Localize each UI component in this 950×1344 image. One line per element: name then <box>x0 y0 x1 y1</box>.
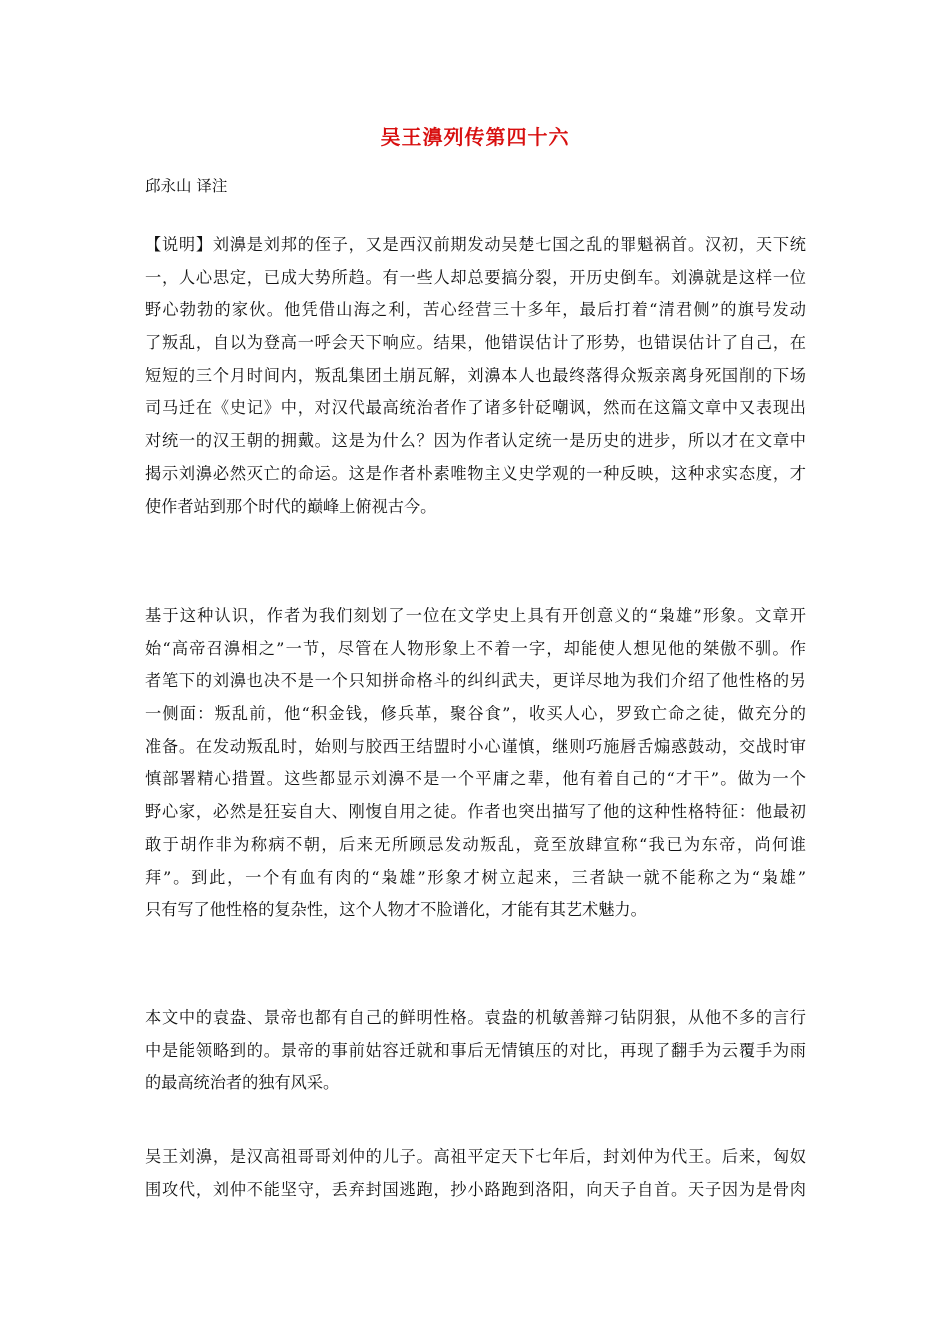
text-line: 基于这种认识，作者为我们刻划了一位在文学史上具有开创意义的“枭雄”形象。文章开 <box>145 606 806 625</box>
text-line: 【说明】刘濞是刘邦的侄子，又是西汉前期发动吴楚七国之乱的罪魁祸首。汉初，天下统 <box>145 235 806 254</box>
document-title: 吴王濞列传第四十六 <box>380 125 570 149</box>
text-line: 短短的三个月时间内，叛乱集团土崩瓦解，刘濞本人也最终落得众叛亲离身死国削的下场 <box>145 365 806 385</box>
paragraph-explanation <box>145 229 806 523</box>
text-line: 敢于胡作非为称病不朝，后来无所顾忌发动叛乱，竟至放肆宣称“我已为东帝，尚何谁 <box>145 834 806 854</box>
text-line: 慎部署精心措置。这些都显示刘濞不是一个平庸之辈，他有着自己的“才干”。做为一个 <box>145 769 806 789</box>
text-line: 一，人心思定，已成大势所趋。有一些人却总要搞分裂，开历史倒车。刘濞就是这样一位 <box>145 267 806 287</box>
paragraph-other-characters <box>145 1002 806 1100</box>
text-line: 围攻代，刘仲不能坚守，丢弃封国逃跑，抄小路跑到洛阳，向天子自首。天子因为是骨肉 <box>145 1179 806 1199</box>
text-line: 中是能领略到的。景帝的事前姑容迁就和事后无情镇压的对比，再现了翻手为云覆手为雨 <box>145 1040 806 1060</box>
text-line: 始“高帝召濞相之”一节，尽管在人物形象上不着一字，却能使人想见他的桀傲不驯。作 <box>145 638 806 658</box>
text-line: 了叛乱，自以为登高一呼会天下响应。结果，他错误估计了形势，也错误估计了自己，在 <box>145 333 806 353</box>
text-line: 吴王刘濞，是汉高祖哥哥刘仲的儿子。高祖平定天下七年后，封刘仲为代王。后来，匈奴 <box>145 1147 806 1166</box>
text-line: 揭示刘濞必然灭亡的命运。这是作者朴素唯物主义史学观的一种反映，这种求实态度，才 <box>145 463 806 483</box>
text-line: 的最高统治者的独有风采。 <box>145 1073 340 1093</box>
paragraph-character-analysis <box>145 600 806 927</box>
text-line: 使作者站到那个时代的巅峰上俯视古今。 <box>145 496 437 516</box>
text-line: 本文中的袁盎、景帝也都有自己的鲜明性格。袁盎的机敏善辩刁钻阴狠，从他不多的言行 <box>145 1008 806 1027</box>
text-line: 一侧面：叛乱前，他“积金钱，修兵革，聚谷食”，收买人心，罗致亡命之徒，做充分的 <box>145 704 806 724</box>
text-line: 野心家，必然是狂妄自大、刚愎自用之徒。作者也突出描写了他的这种性格特征：他最初 <box>145 802 806 822</box>
text-line: 对统一的汉王朝的拥戴。这是为什么？因为作者认定统一是历史的进步，所以才在文章中 <box>145 431 806 451</box>
text-line: 司马迁在《史记》中，对汉代最高统治者作了诸多针砭嘲讽，然而在这篇文章中又表现出 <box>145 398 806 418</box>
document-author: 邱永山 译注 <box>145 177 228 195</box>
text-line: 拜”。到此，一个有血有肉的“枭雄”形象才树立起来，三者缺一就不能称之为“枭雄” <box>145 867 806 887</box>
paragraph-main-text <box>145 1141 806 1206</box>
text-line: 准备。在发动叛乱时，始则与胶西王结盟时小心谨慎，继则巧施唇舌煽惑鼓动，交战时审 <box>145 736 806 756</box>
text-line: 只有写了他性格的复杂性，这个人物才不脸谱化，才能有其艺术魅力。 <box>145 900 647 920</box>
text-line: 野心勃勃的家伙。他凭借山海之利，苦心经营三十多年，最后打着“清君侧”的旗号发动 <box>145 300 806 320</box>
text-line: 者笔下的刘濞也决不是一个只知拼命格斗的纠纠武夫，更详尽地为我们介绍了他性格的另 <box>145 671 806 691</box>
